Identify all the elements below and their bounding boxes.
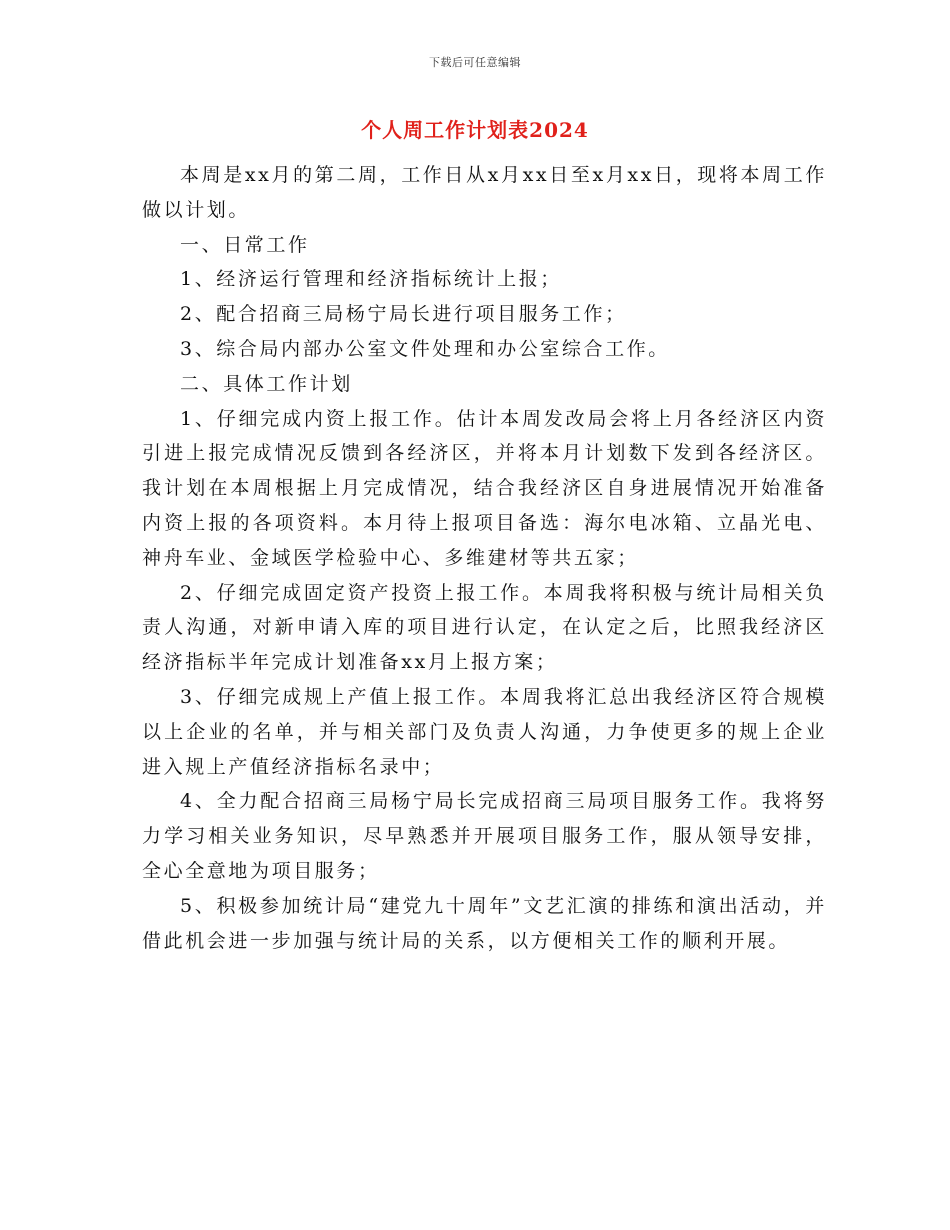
paragraph-intro: 本周是xx月的第二周，工作日从x月xx日至x月xx日，现将本周工作做以计划。 [142,164,827,221]
list-item: 4、全力配合招商三局杨宁局长完成招商三局项目服务工作。我将努力学习相关业务知识，尽早熟悉并开展项目服务工作，服从领导安排，全心全意地为项目服务； [142,790,827,882]
list-item: 1、经济运行管理和经济指标统计上报； [180,268,562,291]
document-body [142,158,827,958]
list-item: 3、综合局内部办公室文件处理和办公室综合工作。 [180,337,670,360]
list-item: 2、配合招商三局杨宁局长进行项目服务工作； [180,303,627,326]
list-item: 1、仔细完成内资上报工作。估计本周发改局会将上月各经济区内资引进上报完成情况反馈到各经济区，并将本月计划数下发到各经济区。我计划在本周根据上月完成情况，结合我经济区自身进展情况开始准备内资上报的各项资料。本月待上报项目备选：海尔电冰箱、立晶光电、神舟车业、金域医学检验中心、多维建材等共五家； [142,407,827,569]
section-heading-daily-work: 一、日常工作 [180,233,310,256]
header-note: 下载后可任意编辑 [429,56,521,69]
document-title: 个人周工作计划表2024 [361,118,589,142]
section-heading-work-plan: 二、具体工作计划 [180,372,353,395]
list-item: 5、积极参加统计局“建党九十周年”文艺汇演的排练和演出活动，并借此机会进一步加强与统计局的关系，以方便相关工作的顺利开展。 [142,894,827,952]
list-item: 3、仔细完成规上产值上报工作。本周我将汇总出我经济区符合规模以上企业的名单，并与相关部门及负责人沟通，力争使更多的规上企业进入规上产值经济指标名录中； [142,685,827,778]
list-item: 2、仔细完成固定资产投资上报工作。本周我将积极与统计局相关负责人沟通，对新申请入库的项目进行认定，在认定之后，比照我经济区经济指标半年完成计划准备xx月上报方案； [142,581,827,674]
